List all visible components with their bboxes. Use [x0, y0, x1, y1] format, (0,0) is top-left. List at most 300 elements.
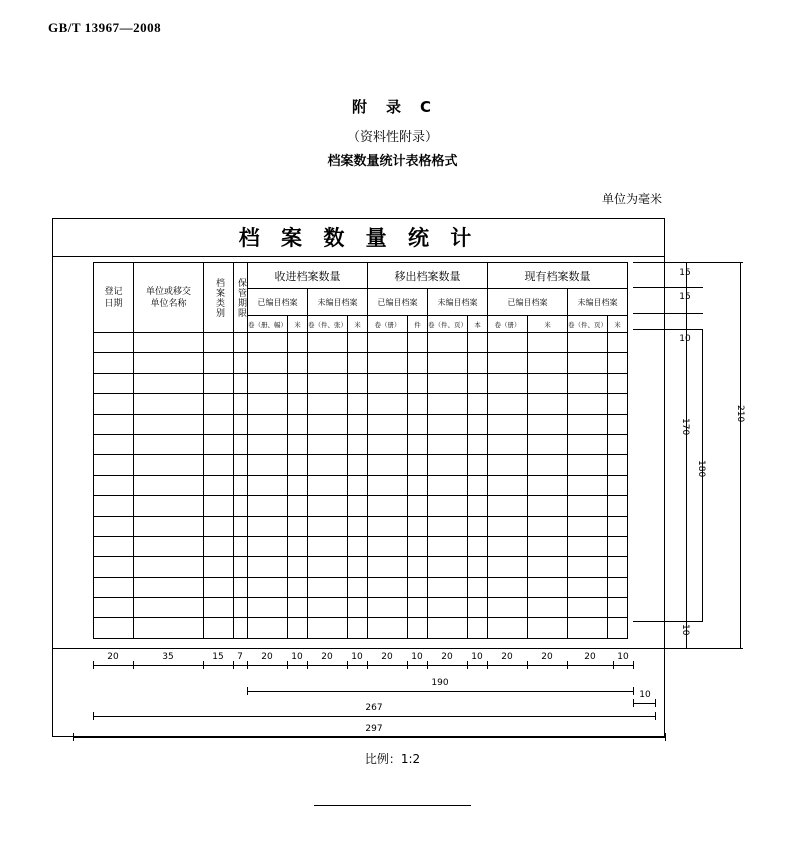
cell[interactable]	[308, 618, 348, 638]
cell[interactable]	[408, 373, 428, 393]
cell[interactable]	[488, 394, 528, 414]
cell[interactable]	[288, 353, 308, 373]
cell[interactable]	[234, 536, 248, 556]
dim-tick	[73, 733, 74, 741]
cell[interactable]	[468, 496, 488, 516]
table-row[interactable]	[94, 394, 628, 414]
cell[interactable]	[428, 455, 468, 475]
cell[interactable]	[368, 598, 408, 618]
cell[interactable]	[428, 373, 468, 393]
th-unit-8: 本	[468, 316, 488, 333]
cell[interactable]	[288, 414, 308, 434]
cell[interactable]	[488, 618, 528, 638]
cell[interactable]	[608, 394, 628, 414]
cell[interactable]	[428, 475, 468, 495]
cell[interactable]	[488, 598, 528, 618]
dim-180: 180	[696, 460, 706, 478]
cell[interactable]	[608, 434, 628, 454]
cell[interactable]	[408, 557, 428, 577]
dim-tick	[407, 661, 408, 669]
cell[interactable]	[234, 414, 248, 434]
cell[interactable]	[408, 577, 428, 597]
th-sub-cataloged-transferred: 已编目档案	[368, 289, 428, 316]
cell[interactable]	[204, 373, 234, 393]
cell[interactable]	[134, 394, 204, 414]
cell[interactable]	[234, 373, 248, 393]
cell[interactable]	[488, 577, 528, 597]
cell[interactable]	[468, 475, 488, 495]
table-row[interactable]	[94, 577, 628, 597]
cell[interactable]	[204, 618, 234, 638]
cell[interactable]	[408, 536, 428, 556]
cell[interactable]	[348, 333, 368, 353]
cell[interactable]	[204, 455, 234, 475]
cell[interactable]	[368, 536, 408, 556]
cell[interactable]	[308, 434, 348, 454]
cell[interactable]	[234, 577, 248, 597]
cell[interactable]	[528, 557, 568, 577]
cell[interactable]	[608, 414, 628, 434]
cell[interactable]	[608, 496, 628, 516]
cell[interactable]	[488, 516, 528, 536]
cell[interactable]	[428, 516, 468, 536]
th-sub-cataloged-received: 已编目档案	[248, 289, 308, 316]
dim-tick	[347, 661, 348, 669]
cell[interactable]	[308, 333, 348, 353]
cell[interactable]	[428, 557, 468, 577]
th-group-received: 收进档案数量	[248, 263, 368, 289]
cell[interactable]	[308, 394, 348, 414]
cell[interactable]	[528, 536, 568, 556]
cell[interactable]	[94, 333, 134, 353]
cell[interactable]	[608, 455, 628, 475]
cell[interactable]	[348, 496, 368, 516]
cell[interactable]	[568, 353, 608, 373]
cell[interactable]	[368, 516, 408, 536]
cell[interactable]	[568, 333, 608, 353]
cell[interactable]	[348, 516, 368, 536]
table-row[interactable]	[94, 496, 628, 516]
cell[interactable]	[94, 598, 134, 618]
cell[interactable]	[204, 577, 234, 597]
cell[interactable]	[134, 434, 204, 454]
cell[interactable]	[468, 414, 488, 434]
th-unit-5: 卷（册）	[368, 316, 408, 333]
cell[interactable]	[288, 516, 308, 536]
cell[interactable]	[94, 434, 134, 454]
cell[interactable]	[568, 598, 608, 618]
cell[interactable]	[568, 557, 608, 577]
cell[interactable]	[288, 536, 308, 556]
cell[interactable]	[468, 333, 488, 353]
cell[interactable]	[348, 394, 368, 414]
dim-tick	[287, 661, 288, 669]
cell[interactable]	[568, 373, 608, 393]
cell[interactable]	[134, 353, 204, 373]
cell[interactable]	[468, 618, 488, 638]
cell[interactable]	[528, 373, 568, 393]
cell[interactable]	[348, 434, 368, 454]
cell[interactable]	[528, 394, 568, 414]
table-row[interactable]	[94, 618, 628, 638]
cell[interactable]	[368, 557, 408, 577]
cell[interactable]	[368, 434, 408, 454]
th-retention-period: 保管期限	[234, 263, 248, 333]
annex-type: （资料性附录）	[346, 130, 438, 145]
cell[interactable]	[368, 577, 408, 597]
cell[interactable]	[368, 333, 408, 353]
cell[interactable]	[408, 333, 428, 353]
cell[interactable]	[248, 577, 288, 597]
cell[interactable]	[248, 394, 288, 414]
cell[interactable]	[468, 373, 488, 393]
cell[interactable]	[134, 536, 204, 556]
cell[interactable]	[134, 455, 204, 475]
cell[interactable]	[528, 496, 568, 516]
th-unit-3: 卷（件、张）	[308, 316, 348, 333]
cell[interactable]	[428, 434, 468, 454]
cell[interactable]	[234, 475, 248, 495]
cell[interactable]	[488, 414, 528, 434]
cell[interactable]	[568, 455, 608, 475]
ext-line-h15	[633, 287, 703, 288]
cell[interactable]	[608, 577, 628, 597]
footer-rule	[314, 805, 471, 806]
th-unit-9: 卷（册）	[488, 316, 528, 333]
th-sub-cataloged-existing: 已编目档案	[488, 289, 568, 316]
cell[interactable]	[468, 598, 488, 618]
th-sub-uncataloged-transferred: 未编目档案	[428, 289, 488, 316]
cell[interactable]	[408, 455, 428, 475]
cell[interactable]	[348, 618, 368, 638]
cell[interactable]	[608, 353, 628, 373]
cell[interactable]	[94, 557, 134, 577]
cell[interactable]	[248, 557, 288, 577]
cell[interactable]	[528, 333, 568, 353]
cell[interactable]	[348, 455, 368, 475]
cell[interactable]	[488, 557, 528, 577]
cell[interactable]	[134, 496, 204, 516]
cell[interactable]	[248, 353, 288, 373]
dim-tick	[133, 661, 134, 669]
cell[interactable]	[204, 557, 234, 577]
cell[interactable]	[608, 333, 628, 353]
cell[interactable]	[468, 353, 488, 373]
cell[interactable]	[134, 414, 204, 434]
annex-title: 附 录 C	[351, 98, 433, 116]
cell[interactable]	[428, 598, 468, 618]
cell[interactable]	[308, 353, 348, 373]
cell[interactable]	[248, 455, 288, 475]
cell[interactable]	[568, 516, 608, 536]
dim-w-15: 15	[212, 652, 224, 662]
cell[interactable]	[568, 434, 608, 454]
cell[interactable]	[568, 577, 608, 597]
cell[interactable]	[428, 353, 468, 373]
cell[interactable]	[134, 557, 204, 577]
cell[interactable]	[248, 516, 288, 536]
table-row[interactable]	[94, 516, 628, 536]
cell[interactable]	[248, 618, 288, 638]
cell[interactable]	[204, 536, 234, 556]
cell[interactable]	[134, 577, 204, 597]
cell[interactable]	[94, 618, 134, 638]
dim-w-20d: 20	[381, 652, 393, 662]
cell[interactable]	[408, 618, 428, 638]
annex-name: 档案数量统计表格格式	[327, 154, 458, 169]
cell[interactable]	[94, 536, 134, 556]
cell[interactable]	[528, 434, 568, 454]
cell[interactable]	[248, 598, 288, 618]
cell[interactable]	[248, 475, 288, 495]
cell[interactable]	[94, 475, 134, 495]
dim-line-297	[73, 737, 665, 738]
dim-line-170	[686, 329, 687, 621]
dim-tick	[633, 661, 634, 669]
cell[interactable]	[368, 394, 408, 414]
cell[interactable]	[234, 618, 248, 638]
cell[interactable]	[248, 496, 288, 516]
cell[interactable]	[528, 455, 568, 475]
dim-line-210	[740, 262, 741, 648]
cell[interactable]	[248, 414, 288, 434]
cell[interactable]	[204, 333, 234, 353]
table-row[interactable]	[94, 353, 628, 373]
cell[interactable]	[308, 414, 348, 434]
cell[interactable]	[608, 536, 628, 556]
cell[interactable]	[608, 475, 628, 495]
cell[interactable]	[308, 598, 348, 618]
cell[interactable]	[528, 516, 568, 536]
cell[interactable]	[488, 373, 528, 393]
cell[interactable]	[468, 557, 488, 577]
cell[interactable]	[134, 618, 204, 638]
cell[interactable]	[368, 475, 408, 495]
cell[interactable]	[248, 536, 288, 556]
dim-tick	[93, 661, 94, 669]
cell[interactable]	[308, 455, 348, 475]
cell[interactable]	[204, 496, 234, 516]
cell[interactable]	[288, 333, 308, 353]
cell[interactable]	[348, 536, 368, 556]
cell[interactable]	[94, 373, 134, 393]
cell[interactable]	[468, 455, 488, 475]
dim-w-20f: 20	[501, 652, 513, 662]
cell[interactable]	[528, 618, 568, 638]
cell[interactable]	[468, 394, 488, 414]
cell[interactable]	[568, 536, 608, 556]
cell[interactable]	[234, 434, 248, 454]
table-row[interactable]	[94, 373, 628, 393]
cell[interactable]	[94, 496, 134, 516]
cell[interactable]	[428, 536, 468, 556]
dim-15-top: 15	[679, 268, 691, 278]
table-row[interactable]	[94, 333, 628, 353]
cell[interactable]	[134, 373, 204, 393]
cell[interactable]	[428, 394, 468, 414]
cell[interactable]	[94, 414, 134, 434]
cell[interactable]	[288, 496, 308, 516]
cell[interactable]	[204, 394, 234, 414]
cell[interactable]	[488, 455, 528, 475]
cell[interactable]	[204, 475, 234, 495]
cell[interactable]	[94, 394, 134, 414]
cell[interactable]	[234, 598, 248, 618]
dim-row-widths	[93, 665, 633, 666]
cell[interactable]	[528, 353, 568, 373]
cell[interactable]	[348, 414, 368, 434]
cell[interactable]	[134, 598, 204, 618]
cell[interactable]	[288, 557, 308, 577]
cell[interactable]	[308, 373, 348, 393]
cell[interactable]	[428, 414, 468, 434]
cell[interactable]	[468, 536, 488, 556]
cell[interactable]	[288, 618, 308, 638]
cell[interactable]	[528, 414, 568, 434]
cell[interactable]	[368, 414, 408, 434]
cell[interactable]	[234, 353, 248, 373]
cell[interactable]	[468, 516, 488, 536]
cell[interactable]	[204, 353, 234, 373]
cell[interactable]	[608, 373, 628, 393]
cell[interactable]	[134, 333, 204, 353]
cell[interactable]	[204, 598, 234, 618]
scale-note: 比例：1:2	[364, 752, 421, 766]
cell[interactable]	[348, 353, 368, 373]
dim-w-20e: 20	[441, 652, 453, 662]
cell[interactable]	[368, 618, 408, 638]
cell[interactable]	[368, 373, 408, 393]
cell[interactable]	[608, 598, 628, 618]
cell[interactable]	[204, 516, 234, 536]
cell[interactable]	[488, 536, 528, 556]
cell[interactable]	[308, 577, 348, 597]
cell[interactable]	[528, 475, 568, 495]
cell[interactable]	[428, 496, 468, 516]
cell[interactable]	[488, 434, 528, 454]
cell[interactable]	[488, 475, 528, 495]
cell[interactable]	[428, 577, 468, 597]
cell[interactable]	[234, 516, 248, 536]
cell[interactable]	[308, 475, 348, 495]
cell[interactable]	[288, 373, 308, 393]
cell[interactable]	[408, 414, 428, 434]
cell[interactable]	[528, 577, 568, 597]
cell[interactable]	[488, 353, 528, 373]
cell[interactable]	[568, 414, 608, 434]
cell[interactable]	[204, 434, 234, 454]
cell[interactable]	[468, 434, 488, 454]
cell[interactable]	[348, 598, 368, 618]
cell[interactable]	[488, 496, 528, 516]
title-divider	[52, 256, 665, 257]
dim-w-20b: 20	[261, 652, 273, 662]
cell[interactable]	[234, 496, 248, 516]
cell[interactable]	[348, 577, 368, 597]
cell[interactable]	[234, 557, 248, 577]
cell[interactable]	[134, 516, 204, 536]
cell[interactable]	[348, 475, 368, 495]
dim-tick	[655, 712, 656, 720]
cell[interactable]	[408, 394, 428, 414]
cell[interactable]	[408, 516, 428, 536]
cell[interactable]	[94, 455, 134, 475]
cell[interactable]	[234, 333, 248, 353]
cell[interactable]	[568, 496, 608, 516]
cell[interactable]	[248, 373, 288, 393]
th-sub-uncataloged-received: 未编目档案	[308, 289, 368, 316]
dim-10-right: 10	[639, 690, 651, 700]
th-group-transferred: 移出档案数量	[368, 263, 488, 289]
cell[interactable]	[568, 394, 608, 414]
dim-tick	[665, 733, 666, 741]
cell[interactable]	[204, 414, 234, 434]
th-unit-name: 单位或移交 单位名称	[134, 263, 204, 333]
cell[interactable]	[288, 577, 308, 597]
cell[interactable]	[608, 557, 628, 577]
cell[interactable]	[368, 353, 408, 373]
cell[interactable]	[288, 598, 308, 618]
table-row[interactable]	[94, 475, 628, 495]
cell[interactable]	[308, 557, 348, 577]
cell[interactable]	[608, 618, 628, 638]
cell[interactable]	[428, 618, 468, 638]
cell[interactable]	[468, 577, 488, 597]
table-row[interactable]	[94, 414, 628, 434]
cell[interactable]	[308, 496, 348, 516]
table-row[interactable]	[94, 434, 628, 454]
cell[interactable]	[408, 353, 428, 373]
cell[interactable]	[428, 333, 468, 353]
cell[interactable]	[528, 598, 568, 618]
dim-line-10-right	[633, 703, 655, 704]
cell[interactable]	[348, 557, 368, 577]
cell[interactable]	[368, 455, 408, 475]
cell[interactable]	[308, 516, 348, 536]
cell[interactable]	[94, 353, 134, 373]
table-row[interactable]	[94, 598, 628, 618]
cell[interactable]	[234, 455, 248, 475]
table-row[interactable]	[94, 536, 628, 556]
cell[interactable]	[408, 598, 428, 618]
dim-w-10d: 10	[471, 652, 483, 662]
cell[interactable]	[308, 536, 348, 556]
cell[interactable]	[234, 394, 248, 414]
cell[interactable]	[348, 373, 368, 393]
cell[interactable]	[408, 475, 428, 495]
cell[interactable]	[608, 516, 628, 536]
cell[interactable]	[408, 434, 428, 454]
cell[interactable]	[288, 394, 308, 414]
table-row[interactable]	[94, 557, 628, 577]
cell[interactable]	[94, 516, 134, 536]
cell[interactable]	[408, 496, 428, 516]
cell[interactable]	[94, 577, 134, 597]
th-unit-4: 米	[348, 316, 368, 333]
cell[interactable]	[288, 455, 308, 475]
cell[interactable]	[488, 333, 528, 353]
table-row[interactable]	[94, 455, 628, 475]
cell[interactable]	[568, 618, 608, 638]
cell[interactable]	[288, 434, 308, 454]
cell[interactable]	[288, 475, 308, 495]
cell[interactable]	[368, 496, 408, 516]
cell[interactable]	[134, 475, 204, 495]
cell[interactable]	[568, 475, 608, 495]
cell[interactable]	[248, 333, 288, 353]
dim-tick	[427, 661, 428, 669]
cell[interactable]	[248, 434, 288, 454]
